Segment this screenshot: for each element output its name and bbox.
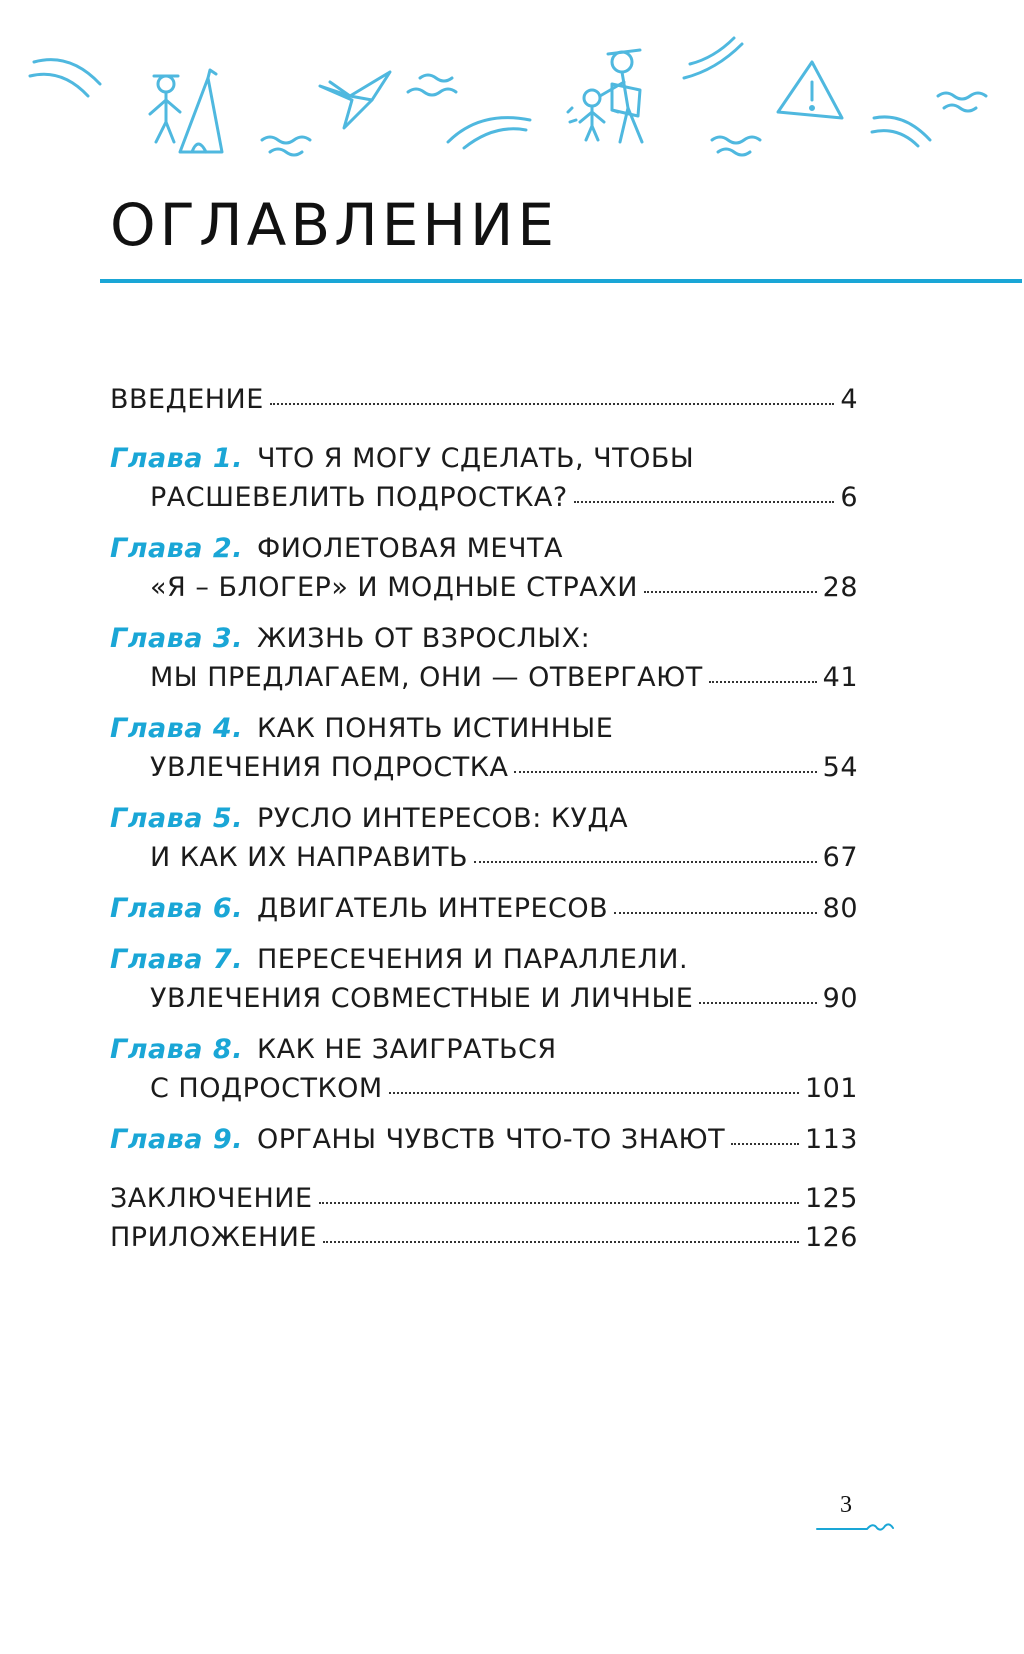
- dot-leader: [474, 861, 817, 863]
- toc-item-intro[interactable]: [110, 380, 858, 419]
- page-number: 3: [840, 1492, 852, 1518]
- title-underline: [100, 279, 1022, 283]
- toc-title: ВВЕДЕНИЕ: [110, 384, 264, 415]
- chapter-label: Глава 5.: [110, 803, 243, 834]
- toc-item-chapter-7[interactable]: [110, 940, 858, 1018]
- toc-page-number: 4: [840, 384, 858, 415]
- warning-triangle-icon: [778, 62, 842, 118]
- chapter-title-line-2: И КАК ИХ НАПРАВИТЬ: [150, 842, 469, 873]
- toc-item-conclusion[interactable]: [110, 1179, 858, 1218]
- dot-leader: [389, 1092, 799, 1094]
- toc-item-chapter-2[interactable]: [110, 529, 858, 607]
- toc-page-number: 28: [822, 572, 858, 603]
- chapter-label: Глава 4.: [110, 713, 243, 744]
- toc-page-number: 67: [822, 842, 858, 873]
- chapter-title-line-2: УВЛЕЧЕНИЯ ПОДРОСТКА: [150, 752, 509, 783]
- waves-icon: [684, 38, 760, 155]
- chapter-title-line-1: ПЕРЕСЕЧЕНИЯ И ПАРАЛЛЕЛИ.: [256, 944, 689, 975]
- chapter-title-line-1: ЧТО Я МОГУ СДЕЛАТЬ, ЧТОБЫ: [256, 443, 695, 474]
- toc-page-number: 90: [822, 983, 858, 1014]
- toc-page-number: 80: [822, 893, 858, 924]
- toc-title: ЗАКЛЮЧЕНИЕ: [110, 1183, 313, 1214]
- waves-icon: [872, 93, 986, 146]
- dot-leader: [270, 403, 834, 405]
- chapter-title-line-1: КАК ПОНЯТЬ ИСТИННЫЕ: [256, 713, 614, 744]
- header-illustrations: [0, 0, 1024, 200]
- mother-and-child-icon: [568, 50, 642, 142]
- toc-item-chapter-4[interactable]: [110, 709, 858, 787]
- toc-item-chapter-5[interactable]: [110, 799, 858, 877]
- boy-with-tent-icon: [150, 70, 222, 152]
- toc-item-chapter-3[interactable]: [110, 619, 858, 697]
- table-of-contents: [110, 380, 858, 1257]
- chapter-label: Глава 9.: [110, 1124, 243, 1155]
- toc-page-number: 6: [840, 482, 858, 513]
- chapter-title-line-2: «Я – БЛОГЕР» И МОДНЫЕ СТРАХИ: [150, 572, 638, 603]
- toc-item-chapter-6[interactable]: [110, 889, 858, 928]
- dot-leader: [323, 1241, 799, 1243]
- chapter-title-line-1: РУСЛО ИНТЕРЕСОВ: КУДА: [256, 803, 629, 834]
- chapter-title-line-1: ФИОЛЕТОВАЯ МЕЧТА: [256, 533, 563, 564]
- chapter-label: Глава 3.: [110, 623, 243, 654]
- chapter-title-line-1: ОРГАНЫ ЧУВСТВ ЧТО-ТО ЗНАЮТ: [256, 1124, 726, 1155]
- toc-item-appendix[interactable]: [110, 1218, 858, 1257]
- chapter-label: Глава 7.: [110, 944, 243, 975]
- flourish-icon: [815, 1520, 895, 1534]
- page-title: ОГЛАВЛЕНИЕ: [110, 191, 559, 259]
- toc-item-chapter-9[interactable]: [110, 1120, 858, 1159]
- toc-title: ПРИЛОЖЕНИЕ: [110, 1222, 318, 1253]
- chapter-title-line-1: ДВИГАТЕЛЬ ИНТЕРЕСОВ: [256, 893, 609, 924]
- chapter-label: Глава 6.: [110, 893, 243, 924]
- toc-page-number: 126: [804, 1222, 858, 1253]
- chapter-title-line-2: РАСШЕВЕЛИТЬ ПОДРОСТКА?: [150, 482, 568, 513]
- dot-leader: [644, 591, 817, 593]
- toc-item-chapter-1[interactable]: [110, 439, 858, 517]
- chapter-title-line-2: С ПОДРОСТКОМ: [150, 1073, 383, 1104]
- dot-leader: [574, 501, 835, 503]
- chapter-label: Глава 8.: [110, 1034, 243, 1065]
- chapter-title-line-1: ЖИЗНЬ ОТ ВЗРОСЛЫХ:: [256, 623, 591, 654]
- dot-leader: [699, 1002, 816, 1004]
- toc-page-number: 41: [822, 662, 858, 693]
- waves-icon: [262, 137, 310, 155]
- toc-page-number: 101: [804, 1073, 858, 1104]
- waves-icon: [30, 60, 100, 96]
- dot-leader: [319, 1202, 799, 1204]
- chapter-label: Глава 1.: [110, 443, 243, 474]
- toc-item-chapter-8[interactable]: [110, 1030, 858, 1108]
- chapter-title-line-2: МЫ ПРЕДЛАГАЕМ, ОНИ — ОТВЕРГАЮТ: [150, 662, 703, 693]
- dot-leader: [514, 771, 816, 773]
- toc-page-number: 125: [804, 1183, 858, 1214]
- dot-leader: [731, 1143, 799, 1145]
- paper-bird-icon: [320, 72, 390, 128]
- chapter-label: Глава 2.: [110, 533, 243, 564]
- toc-page-number: 54: [822, 752, 858, 783]
- waves-icon: [408, 75, 530, 148]
- chapter-title-line-1: КАК НЕ ЗАИГРАТЬСЯ: [256, 1034, 557, 1065]
- chapter-title-line-2: УВЛЕЧЕНИЯ СОВМЕСТНЫЕ И ЛИЧНЫЕ: [150, 983, 694, 1014]
- dot-leader: [709, 681, 817, 683]
- page-footer: [815, 1492, 895, 1532]
- toc-page-number: 113: [804, 1124, 858, 1155]
- dot-leader: [614, 912, 816, 914]
